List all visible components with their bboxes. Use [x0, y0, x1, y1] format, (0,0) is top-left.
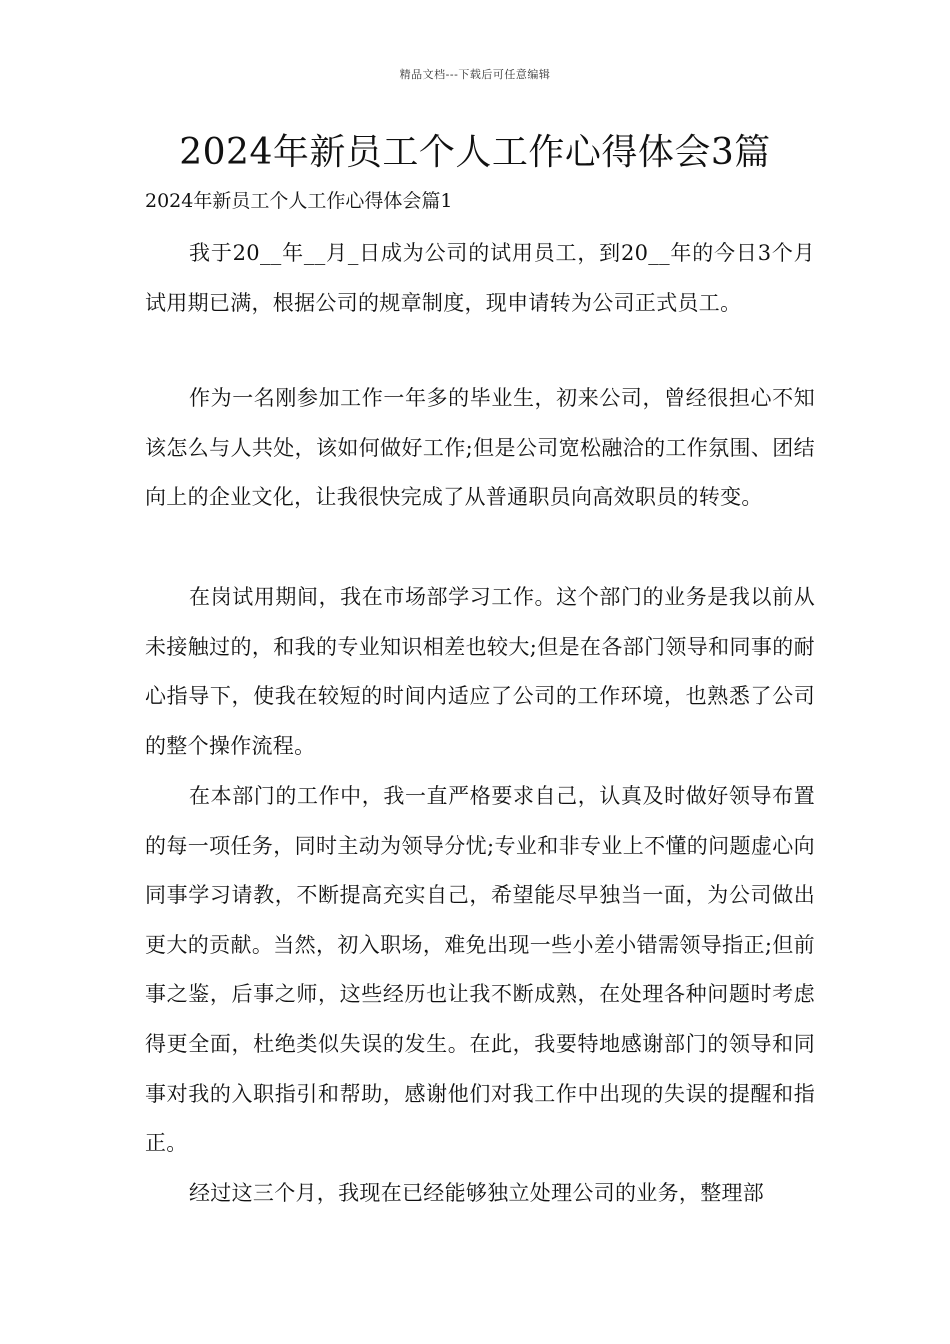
body-paragraph: 在本部门的工作中，我一直严格要求自己，认真及时做好领导布置的每一项任务，同时主动为领导分忧;专业和非专业上不懂的问题虚心向同事学习请教，不断提高充实自己，希望能尽早独当一面，为公司做出更大的贡献。当然，初入职场，难免出现一些小差小错需领导指正;但前事之鉴，后事之师，这些经历也让我不断成熟，在处理各种问题时考虑得更全面，杜绝类似失误的发生。在此，我要特地感谢部门的领导和同事对我的入职指引和帮助，感谢他们对我工作中出现的失误的提醒和指正。: [145, 784, 815, 1156]
document-title: 2024年新员工个人工作心得体会3篇: [179, 132, 771, 173]
page-header-note: 精品文档---下载后可任意编辑: [399, 68, 551, 81]
body-paragraph: 作为一名刚参加工作一年多的毕业生，初来公司，曾经很担心不知该怎么与人共处，该如何做好工作;但是公司宽松融洽的工作氛围、团结向上的企业文化，让我很快完成了从普通职员向高效职员的转变。: [145, 386, 815, 510]
body-paragraph: 经过这三个月，我现在已经能够独立处理公司的业务，整理部: [189, 1181, 765, 1205]
body-paragraph: 我于20__年__月_日成为公司的试用员工，到20__年的今日3个月试用期已满，根据公司的规章制度，现申请转为公司正式员工。: [145, 241, 815, 315]
section-subtitle: 2024年新员工个人工作心得体会篇1: [145, 190, 453, 212]
body-paragraph: 在岗试用期间，我在市场部学习工作。这个部门的业务是我以前从未接触过的，和我的专业知识相差也较大;但是在各部门领导和同事的耐心指导下，使我在较短的时间内适应了公司的工作环境，也熟悉了公司的整个操作流程。: [145, 585, 815, 758]
